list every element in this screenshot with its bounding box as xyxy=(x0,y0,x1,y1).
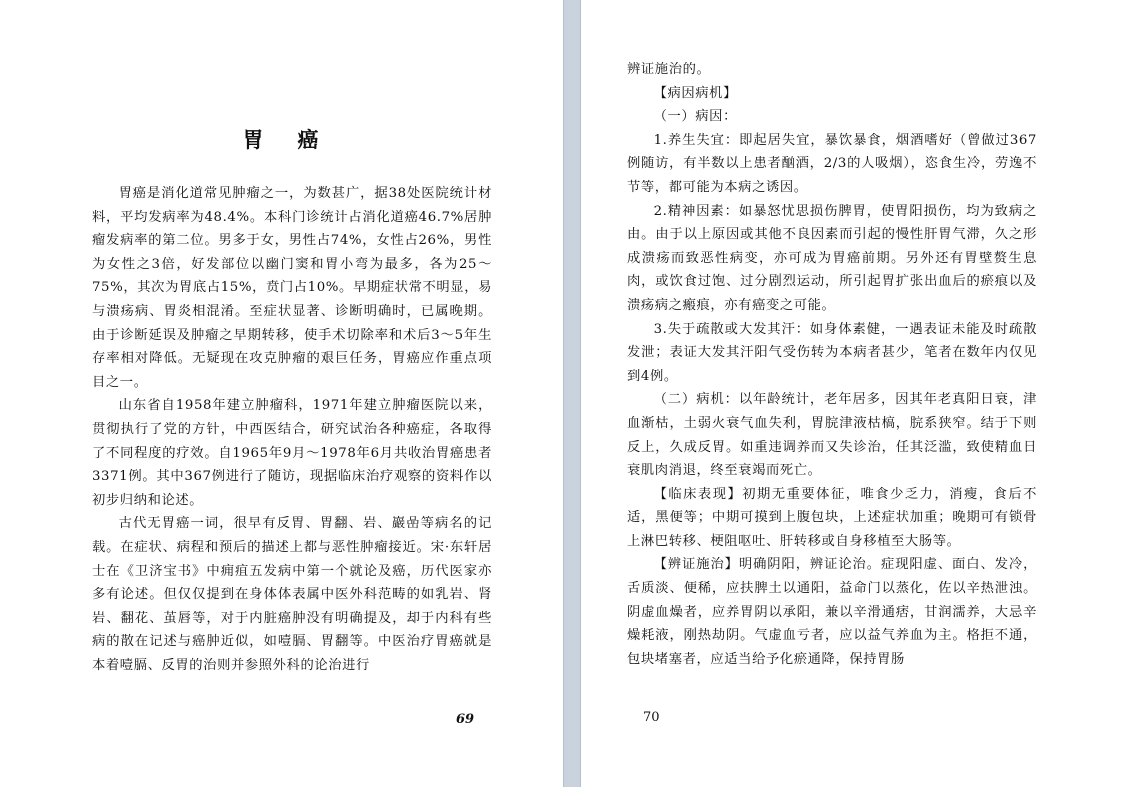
paragraph: 胃癌是消化道常见肿瘤之一，为数甚广，据38处医院统计材料，平均发病率为48.4%。本科门诊统计占消化道癌46.7%居肿瘤发病率的第二位。男多于女，男性占74%，女性占26%，男性为女性之3倍，好发部位以幽门窦和胃小弯为最多，各为25～75%，其次为胃底占15%，贲门占10%。早期症状常不明显，易与溃疡病、胃炎相混淆。至症状显著、诊断明确时，已属晚期。由于诊断延误及肿瘤之早期转移，使手术切除率和术后3～5年生存率相对降低。无疑现在攻克肿瘤的艰巨任务，胃癌应作重点项目之一。 xyxy=(92,186,492,390)
paragraph: 【辨证施治】明确阴阳，辨证论治。症现阳虚、面白、发冷，舌质淡、便稀，应扶脾土以通阳，益命门以蒸化，佐以辛热泄浊。阴虚血燥者，应养胃阴以承阳，兼以辛滑通痞，甘润濡养，大忌辛燥耗液，刚热劫阴。气虚血亏者，应以益气养血为主。格拒不通，包块堵塞者，应适当给予化瘀通降，保持胃肠 xyxy=(627,557,1037,667)
left-body-text xyxy=(92,182,492,677)
section-heading: 【病因病机】 xyxy=(653,85,737,101)
right-body-text xyxy=(627,58,1037,671)
paragraph: 2.精神因素：如暴怒忧思损伤脾胃，使胃阳损伤，均为致病之由。由于以上原因或其他不良因素而引起的慢性肝胃气滞，久之形成溃疡而致恶性病变，亦可成为胃癌前期。另外还有胃壁赘生息肉，或饮食过饱、过分剧烈运动，所引起胃扩张出血后的瘀痕以及溃疡病之瘢痕，亦有癌变之可能。 xyxy=(627,203,1037,313)
paragraph: 辨证施治的。 xyxy=(627,62,711,77)
paragraph: （二）病机：以年龄统计，老年居多，因其年老真阳日衰，津血渐枯，土弱火衰气血失利，胃脘津液枯槁，脘系狭窄。结于下则反上，久成反胃。如重违调养而又失诊治，任其泛滥，致使精血日衰肌肉消退，终至衰竭而死亡。 xyxy=(627,392,1037,479)
paragraph: 古代无胃癌一词，很早有反胃、胃翻、岩、巖嵒等病名的记载。在症状、病程和预后的描述上都与恶性肿瘤接近。宋·东轩居士在《卫济宝书》中痈疽五发病中第一个就论及癌，历代医家亦多有论述。但仅仅提到在身体体表属中医外科范畴的如乳岩、肾岩、翻花、茧唇等，对于内脏癌肿没有明确提及，却于内科有些病的散在记述与癌肿近似，如噎膈、胃翻等。中医治疗胃癌就是本着噎膈、反胃的治则并参照外科的论治进行 xyxy=(92,516,492,673)
paragraph: 山东省自1958年建立肿瘤科，1971年建立肿瘤医院以来，贯彻执行了党的方针，中西医结合，研究试治各种癌症，各取得了不同程度的疗效。自1965年9月～1978年6月共收治胃癌患者3371例。其中367例进行了随访，现据临床治疗观察的资料作以初步归纳和论述。 xyxy=(92,398,492,508)
paragraph: 1.养生失宜：即起居失宜，暴饮暴食，烟酒嗜好（曾做过367例随访，有半数以上患者酗酒，2/3的人吸烟），恣食生冷，劳逸不节等，都可能为本病之诱因。 xyxy=(627,132,1037,195)
page-number: 70 xyxy=(643,710,660,725)
title-char: 癌 xyxy=(297,127,321,152)
subsection-heading: （一）病因： xyxy=(653,109,737,125)
right-page xyxy=(581,0,1146,787)
page-gutter xyxy=(563,0,581,787)
paragraph: 【临床表现】初期无重要体征，唯食少乏力，消瘦，食后不适，黑便等；中期可摸到上腹包块，上述症状加重；晚期可有锁骨上淋巴转移、梗阻呕吐、肝转移或自身移植至大肠等。 xyxy=(627,486,1037,549)
title-char: 胃 xyxy=(242,127,266,152)
paragraph: 3.失于疏散或大发其汗：如身体素健，一遇表证未能及时疏散发泄；表证大发其汗阳气受伤转为本病者甚少，笔者在数年内仅见到4例。 xyxy=(627,321,1037,384)
left-page xyxy=(0,0,563,787)
page-number: 69 xyxy=(456,712,475,727)
chapter-title xyxy=(0,124,563,154)
